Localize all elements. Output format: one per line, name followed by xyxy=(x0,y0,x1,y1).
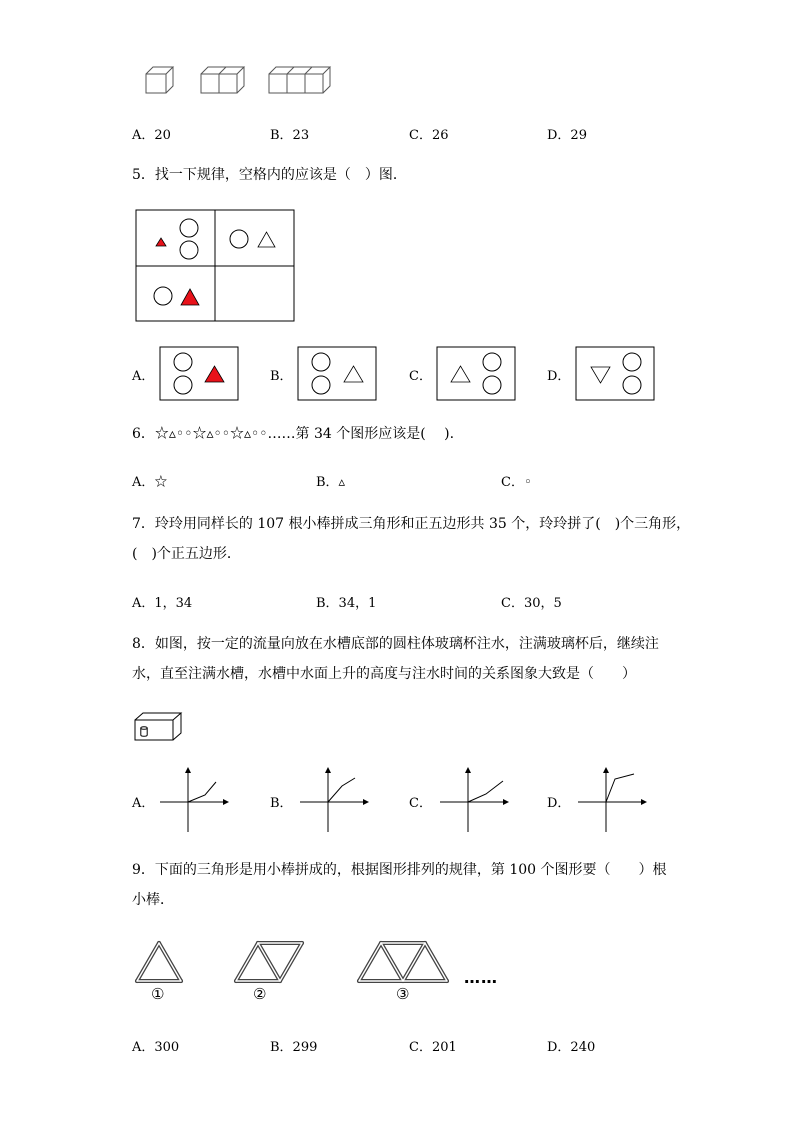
q8-question-line1: 8．如图，按一定的流量向放在水槽底部的圆柱体玻璃杯注水，注满玻璃杯后，继续注 xyxy=(132,636,659,652)
q8-option-b-graph[interactable] xyxy=(298,764,374,836)
cube-figure-3 xyxy=(268,66,334,96)
q8-option-c-graph[interactable] xyxy=(438,764,514,836)
q5-option-c-figure[interactable] xyxy=(436,346,518,402)
cube-figure-2 xyxy=(200,66,248,96)
q4-option-b[interactable]: B．23 xyxy=(270,128,310,143)
q5-option-b-figure[interactable] xyxy=(297,346,379,402)
q9-option-a[interactable]: A．300 xyxy=(132,1040,180,1055)
q4-option-c[interactable]: C．26 xyxy=(409,128,449,143)
q7-option-c[interactable]: C．30，5 xyxy=(501,596,562,611)
cube-figure-1 xyxy=(145,66,177,96)
figure-label-2: ② xyxy=(253,985,267,1003)
q5-question: 5．找一下规律，空格内的应该是（ ）图． xyxy=(132,167,407,183)
matchstick-figure-3 xyxy=(355,937,459,989)
matchstick-figure-2 xyxy=(232,937,312,989)
q8-option-b-label[interactable]: B． xyxy=(270,796,293,811)
q5-pattern-grid xyxy=(135,209,297,323)
q6-option-c[interactable]: C．◦ xyxy=(501,475,532,490)
water-tank-figure xyxy=(134,712,184,742)
q9-question-line1: 9．下面的三角形是用小棒拼成的，根据图形排列的规律，第 100 个图形要（ ）根 xyxy=(132,862,667,878)
q7-question-line1: 7．玲玲用同样长的 107 根小棒拼成三角形和正五边形共 35 个，玲玲拼了( )个三角形， xyxy=(132,516,691,532)
q8-option-d-graph[interactable] xyxy=(576,764,652,836)
q8-question-line2: 水，直至注满水槽，水槽中水面上升的高度与注水时间的关系图象大致是（ ） xyxy=(132,666,636,682)
q8-option-a-label[interactable]: A． xyxy=(132,796,155,811)
q8-option-a-graph[interactable] xyxy=(158,764,234,836)
q5-option-d-figure[interactable] xyxy=(575,346,657,402)
q8-option-d-label[interactable]: D． xyxy=(547,796,571,811)
q9-option-b[interactable]: B．299 xyxy=(270,1040,318,1055)
q7-option-b[interactable]: B．34，1 xyxy=(316,596,377,611)
q6-option-a[interactable]: A．☆ xyxy=(132,475,168,490)
q4-option-d[interactable]: D．29 xyxy=(547,128,587,143)
q6-question: 6．☆▵◦◦☆▵◦◦☆▵◦◦……第 34 个图形应该是( ). xyxy=(132,426,455,442)
q5-option-d-label[interactable]: D． xyxy=(547,369,571,384)
continuation-ellipsis: …… xyxy=(464,968,498,987)
q5-option-b-label[interactable]: B． xyxy=(270,369,293,384)
figure-label-3: ③ xyxy=(396,985,410,1003)
q5-option-a-label[interactable]: A． xyxy=(132,369,155,384)
q9-question-line2: 小棒． xyxy=(132,892,174,908)
matchstick-figure-1 xyxy=(133,937,187,989)
q6-option-b[interactable]: B．▵ xyxy=(316,475,346,490)
figure-label-1: ① xyxy=(151,985,165,1003)
q7-question-line2: ( )个正五边形． xyxy=(132,546,241,562)
q9-option-d[interactable]: D．240 xyxy=(547,1040,596,1055)
q5-option-a-figure[interactable] xyxy=(159,346,241,402)
q5-option-c-label[interactable]: C． xyxy=(409,369,432,384)
q9-option-c[interactable]: C．201 xyxy=(409,1040,457,1055)
q4-option-a[interactable]: A．20 xyxy=(132,128,171,143)
q7-option-a[interactable]: A．1，34 xyxy=(132,596,193,611)
q8-option-c-label[interactable]: C． xyxy=(409,796,432,811)
